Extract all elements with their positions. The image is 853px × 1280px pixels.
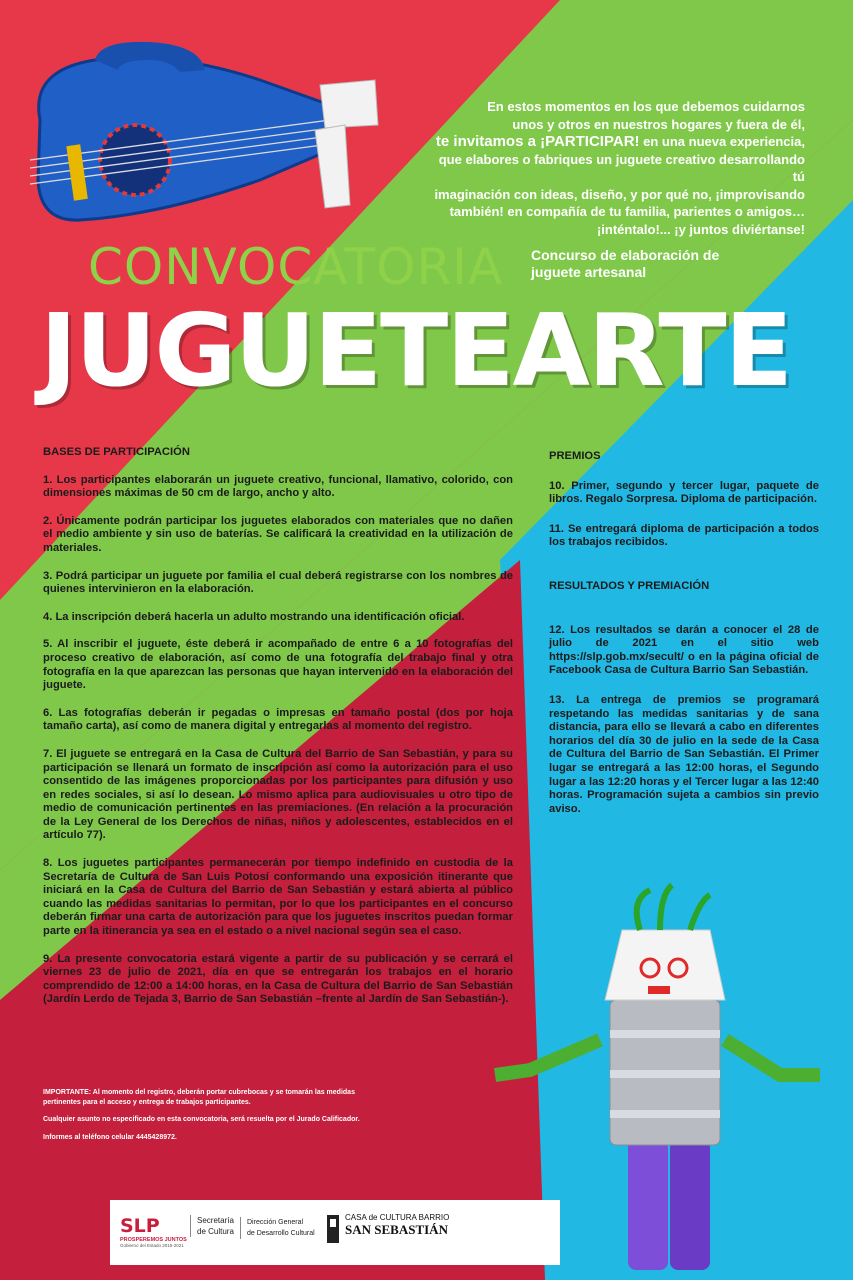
bases-item: 3. Podrá participar un juguete por familia el cual deberá registrarse con los nombres de quienes intervinieron en la elaboración. bbox=[43, 569, 513, 596]
bases-item: 5. Al inscribir el juguete, éste deberá ir acompañado de entre 6 a 10 fotografías del proceso creativo de elaboración, así como de una fotografía del trabajo final y otra fotografía en la que aparezcan las personas que hayan intervenido en la elaboración del juguete. bbox=[43, 638, 513, 692]
intro-line: En estos momentos en los que debemos cuidarnos bbox=[487, 99, 805, 114]
casa-cultura-icon bbox=[325, 1213, 341, 1247]
bases-item: 2. Únicamente podrán participar los juguetes elaborados con materiales que no dañen el medio ambiente y sin uso de baterías. Se calificará la creatividad en la utilización de materiales. bbox=[43, 514, 513, 554]
notes-section bbox=[43, 1088, 373, 1150]
jury-note: Cualquier asunto no especificado en esta convocatoria, será resuelta por el Jurado Calificador. bbox=[43, 1116, 360, 1123]
premios-item: 11. Se entregará diploma de participación a todos los trabajos recibidos. bbox=[549, 522, 819, 549]
resultados-item: 12. Los resultados se darán a conocer el 28 de julio de 2021 en el sitio web https://slp.gob.mx/secult/ o en la página oficial de Facebook Casa de Cultura Barrio San Sebastián. bbox=[549, 623, 819, 677]
direccion-line: de Desarrollo Cultural bbox=[247, 1230, 315, 1237]
slp-subtagline: Gobierno del Estado 2015-2021 bbox=[120, 1243, 184, 1248]
important-note: IMPORTANTE: Al momento del registro, deberán portar cubrebocas y se tomarán las medidas pertinentes para el acceso y entrega de trabajos participantes. bbox=[43, 1089, 355, 1106]
casa-cultura-line: CASA de CULTURA BARRIO bbox=[345, 1213, 450, 1222]
bases-item: 9. La presente convocatoria estará vigente a partir de su publicación y se cerrará el viernes 23 de julio de 2021, día en que se entregarán los trabajos en el horario comprendido de 12:00 a 14:00 horas, en la Casa de Cultura del Barrio de San Sebastián (Jardín Lerdo de Tejada 3, Barrio de San Sebastián –frente al Jardín de San Sebastián-). bbox=[43, 952, 513, 1006]
secretaria-line: Secretaría bbox=[197, 1216, 234, 1225]
subtitle-line: Concurso de elaboración de bbox=[531, 247, 720, 263]
phone-note: Informes al teléfono celular 4445428972. bbox=[43, 1133, 177, 1141]
bases-section bbox=[43, 446, 513, 1021]
premios-section bbox=[549, 450, 819, 832]
premios-heading: PREMIOS bbox=[549, 450, 601, 462]
premios-item: 10. Primer, segundo y tercer lugar, paquete de libros. Regalo Sorpresa. Diploma de participación. bbox=[549, 479, 819, 506]
convocatoria-heading: CONVOCATORIA bbox=[88, 238, 504, 296]
intro-line-rest: en una nueva experiencia, bbox=[639, 134, 805, 149]
intro-line: imaginación con ideas, diseño, y por qué no, ¡improvisando bbox=[434, 186, 805, 202]
bases-item: 1. Los participantes elaborarán un juguete creativo, funcional, llamativo, colorido, con dimensiones máximas de 50 cm de largo, ancho y alto. bbox=[43, 473, 513, 500]
intro-line-emph bbox=[425, 133, 805, 151]
intro-line: unos y otros en nuestros hogares y fuera de él, bbox=[512, 116, 805, 132]
contest-subtitle bbox=[531, 247, 781, 281]
main-title: JUGUETEARTE bbox=[40, 292, 791, 409]
intro-line: ¡inténtalo!... ¡y juntos diviértanse! bbox=[596, 221, 805, 237]
invite-highlight: te invitamos a ¡PARTICIPAR! bbox=[435, 133, 640, 150]
bases-item: 8. Los juguetes participantes permanecerán por tiempo indefinido en custodia de la Secretaría de Cultura de San Luis Potosí conformando una exposición itinerante que iniciará en la Casa de Cultura del Barrio de San Sebastián y estará abierta al público cuando las medidas sanitarias lo permitan, por lo que los participantes en el concurso deberán firmar una carta de autorización para que los juguetes inscritos puedan formar parte en la itinerancia ya sea en el estado o a nivel nacional según sea el caso. bbox=[43, 857, 513, 938]
subtitle-line: juguete artesanal bbox=[531, 264, 647, 280]
intro-text bbox=[425, 98, 805, 238]
secretaria-line: de Cultura bbox=[197, 1227, 234, 1236]
direccion-line: Dirección General bbox=[247, 1219, 304, 1226]
intro-line: también! en compañía de tu familia, parientes o amigos… bbox=[449, 204, 805, 219]
bases-item: 4. La inscripción deberá hacerla un adulto mostrando una identificación oficial. bbox=[43, 610, 465, 623]
casa-cultura-name: SAN SEBASTIÁN bbox=[345, 1222, 448, 1237]
slp-logo-text: SLP bbox=[120, 1215, 160, 1237]
slp-tagline: PROSPEREMOS JUNTOS bbox=[120, 1237, 187, 1243]
direccion-logo bbox=[240, 1217, 315, 1239]
bases-item: 6. Las fotografías deberán ir pegadas o impresas en tamaño postal (dos por hoja tamaño carta), así como de manera digital y entregarlas al momento del registro. bbox=[43, 706, 513, 733]
casa-cultura-logo bbox=[345, 1213, 449, 1238]
secretaria-logo bbox=[190, 1215, 234, 1237]
resultados-heading: RESULTADOS Y PREMIACIÓN bbox=[549, 579, 710, 592]
bases-item: 7. El juguete se entregará en la Casa de Cultura del Barrio de San Sebastián, y para su participación se llenará un formato de inscripción así como la autorización para el uso consentido de las imágenes proporcionadas por los participantes para difusión y uso en redes sociales, si así lo desean. Lo mismo aplica para audiovisuales u otro tipo de medio de comunicación pertinentes en las premiaciones. (En relación a la procuración de la Ley General de los Derechos de niñas, niños y adolescentes, establecidos en el artículo 77). bbox=[43, 747, 513, 842]
intro-line: que elabores o fabriques un juguete creativo desarrollando tú bbox=[438, 151, 805, 184]
footer-logos bbox=[120, 1205, 550, 1265]
resultados-item: 13. La entrega de premios se programará respetando las medidas sanitarias y de sana distancia, para ello se llevará a cabo en diferentes horarios del día 30 de julio en la sede de la Casa de Cultura del Barrio de San Sebastián. El Primer lugar se entregará a las 12:00 horas, el Segundo lugar a las 12:20 horas y el Tercer lugar a las 12:40 horas. Programación sujeta a cambios sin previo aviso. bbox=[549, 693, 819, 815]
bases-heading: BASES DE PARTICIPACIÓN bbox=[43, 446, 190, 458]
